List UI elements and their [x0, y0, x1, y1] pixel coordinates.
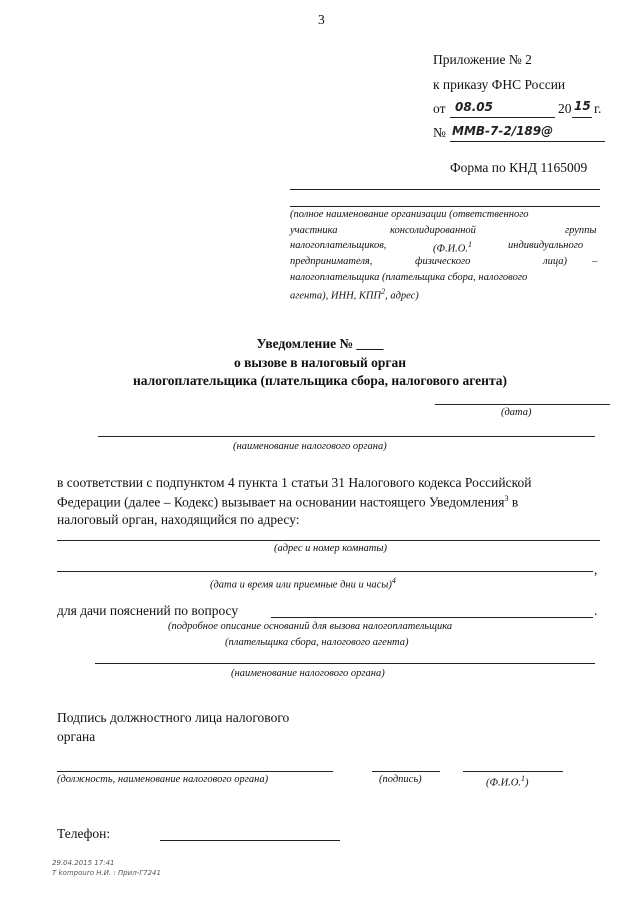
body-line-3: налоговый орган, находящийся по адресу:	[57, 512, 300, 527]
appendix-number-handwritten: ММВ-7-2/189@	[452, 124, 554, 138]
addressee-caption-line-4c: лица)	[543, 256, 567, 267]
fio-line	[463, 771, 563, 772]
phone-label: Телефон:	[57, 826, 111, 841]
addressee-caption-line-1: (полное наименование организации (ответственного	[290, 209, 529, 220]
appendix-year-handwritten: 15	[574, 99, 591, 113]
appendix-year-suffix: г.	[594, 101, 602, 116]
explanation-period: .	[594, 603, 598, 618]
appendix-date-handwritten: 08.05	[455, 100, 493, 114]
appendix-date-prefix: от	[433, 101, 446, 116]
appendix-date-underline	[450, 117, 555, 118]
addressee-caption-line-6: агента), ИНН, КПП$^2$, адрес)	[290, 287, 419, 302]
appendix-year-prefix: 20	[558, 101, 572, 116]
addressee-caption-line-4a: предпринимателя,	[290, 256, 373, 267]
datetime-comma: ,	[594, 562, 598, 577]
explanation-label: для дачи пояснений по вопросу	[57, 603, 239, 618]
addressee-caption-line-2c: группы	[565, 225, 597, 236]
addressee-line-1	[290, 189, 600, 190]
tax-authority-caption: (наименование налогового органа)	[233, 441, 387, 452]
signature-label-line-2: органа	[57, 729, 96, 744]
addressee-caption-line-5: налогоплательщика (плательщика сбора, налогового	[290, 272, 528, 283]
notice-title-line-2: о вызове в налоговый орган	[233, 355, 407, 370]
tax-authority-caption-2: (наименование налогового органа)	[231, 668, 385, 679]
addressee-caption-line-2a: участника	[290, 225, 338, 236]
body-line-1: в соответствии с подпунктом 4 пункта 1 статьи 31 Налогового кодекса Российской	[57, 475, 532, 490]
notice-title-line-3: налогоплательщика (плательщика сбора, налогового агента)	[133, 373, 507, 388]
footer-file-ref: Т kompouro Н.И. : Прил-Г7241	[52, 869, 161, 877]
datetime-caption: (дата и время или приемные дни и часы)$^4$	[210, 576, 396, 591]
appendix-title: Приложение № 2	[433, 52, 532, 67]
explanation-line	[271, 617, 593, 618]
signature-line	[372, 771, 440, 772]
tax-authority-line	[98, 436, 595, 437]
addressee-caption-line-4d: –	[592, 256, 598, 267]
phone-line	[160, 840, 340, 841]
addressee-line-2	[290, 206, 600, 207]
position-caption: (должность, наименование налогового органа)	[57, 774, 269, 785]
form-code: Форма по КНД 1165009	[450, 160, 588, 175]
addressee-caption-line-2b: консолидированной	[390, 225, 476, 236]
appendix-year-underline	[572, 117, 592, 118]
datetime-line	[57, 571, 593, 572]
position-line	[57, 771, 333, 772]
tax-authority-line-2	[95, 663, 595, 664]
date-line	[435, 404, 610, 405]
body-line-2: Федерации (далее – Кодекс) вызывает на основании настоящего Уведомления$^3$ в	[57, 494, 519, 510]
appendix-number-prefix: №	[433, 125, 446, 140]
explanation-caption-line-1: (подробное описание оснований для вызова налогоплательщика	[168, 621, 453, 632]
addressee-caption-line-4b: физического	[415, 256, 471, 267]
footer-timestamp: 29.04.2015 17:41	[52, 859, 115, 867]
appendix-number-underline	[450, 141, 605, 142]
addressee-caption-line-3a: налогоплательщиков,	[290, 240, 387, 251]
address-caption: (адрес и номер комнаты)	[274, 543, 387, 554]
date-caption: (дата)	[501, 407, 532, 418]
fio-caption: (Ф.И.О.$^1$)	[486, 774, 529, 789]
appendix-order: к приказу ФНС России	[433, 77, 566, 92]
notice-title-line-1: Уведомление № ____	[256, 336, 384, 351]
addressee-caption-line-3b: (Ф.И.О.$^1$	[433, 240, 472, 255]
explanation-caption-line-2: (плательщика сбора, налогового агента)	[225, 637, 409, 648]
address-line	[57, 540, 600, 541]
page-number: 3	[318, 12, 325, 27]
signature-caption: (подпись)	[379, 774, 422, 785]
addressee-caption-line-3c: индивидуального	[508, 240, 584, 251]
signature-label-line-1: Подпись должностного лица налогового	[57, 710, 290, 725]
